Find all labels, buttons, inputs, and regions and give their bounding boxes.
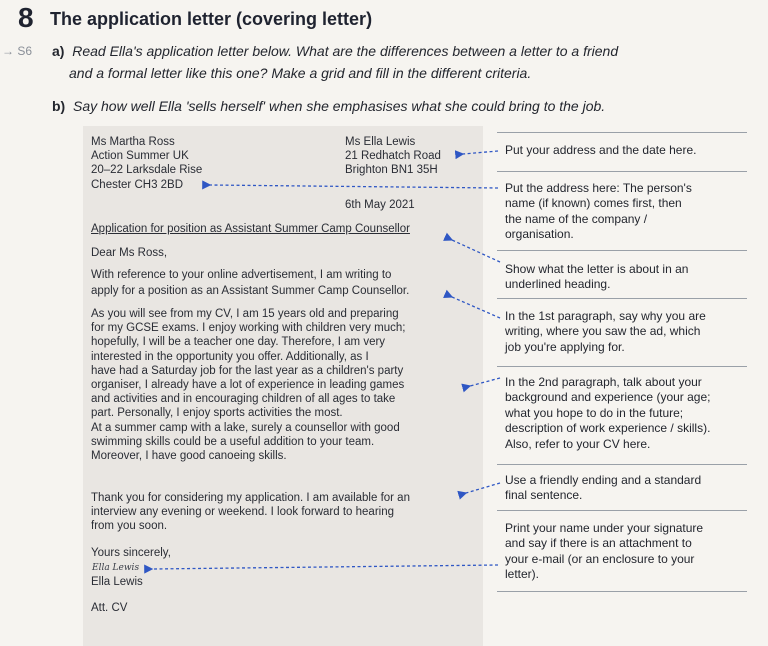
- enclosure-note: Att. CV: [91, 602, 128, 614]
- note-line: the name of the company /: [505, 211, 648, 226]
- cross-reference: → S6: [2, 44, 33, 58]
- section-title: The application letter (covering letter): [50, 9, 373, 29]
- note-line: writing, where you saw the ad, which: [505, 324, 701, 339]
- arrow-to-heading: [452, 240, 500, 262]
- question-a-label: a): [52, 43, 65, 59]
- recipient-line: 20–22 Larksdale Rise: [91, 164, 203, 177]
- note-line: description of work experience / skills).: [505, 421, 711, 436]
- arrow-to-recipient-address: [210, 185, 498, 188]
- note-line: In the 2nd paragraph, talk about your: [505, 375, 702, 389]
- sender-line: Ms Ella Lewis: [345, 136, 416, 148]
- letter-line: for my GCSE exams. I enjoy working with children very much;: [91, 322, 406, 335]
- letter-line: swimming skills could be a useful addition to your team.: [91, 435, 375, 448]
- arrow-to-second-paragraph: [470, 378, 500, 386]
- note-line: job you're applying for.: [505, 339, 625, 354]
- note-line: your e-mail (or an enclosure to your: [505, 551, 695, 566]
- question-a-line2: and a formal letter like this one? Make a grid and fill in the different criteria.: [69, 65, 532, 81]
- letter-line: At a summer camp with a lake, surely a counsellor with good: [91, 421, 400, 434]
- letter-line: hopefully, I will be a teacher one day. Therefore, I am very: [91, 336, 386, 349]
- note-line: what you hope to do in the future;: [505, 405, 684, 420]
- note-line: Use a friendly ending and a standard: [505, 473, 702, 487]
- recipient-line: Chester CH3 2BD: [91, 178, 184, 191]
- letter-closing: Yours sincerely,: [91, 547, 171, 559]
- letter-line: from you soon.: [91, 520, 168, 533]
- note-line: Put your address and the date here.: [505, 143, 697, 157]
- recipient-line: Ms Martha Ross: [91, 136, 175, 148]
- note-line: In the 1st paragraph, say why you are: [505, 309, 706, 323]
- letter-line: Moreover, I have good canoeing skills.: [91, 450, 287, 463]
- note-line: final sentence.: [505, 488, 583, 503]
- letter-line: apply for a position as an Assistant Summer Camp Counsellor.: [91, 285, 410, 297]
- arrow-to-first-paragraph: [452, 297, 500, 318]
- note-line: and say if there is an attachment to: [505, 536, 692, 551]
- note-line: Put the address here: The person's: [505, 181, 692, 195]
- arrow-to-closing: [466, 483, 500, 493]
- printed-name: Ella Lewis: [91, 576, 143, 588]
- note-line: Print your name under your signature: [505, 521, 704, 535]
- note-line: letter).: [505, 567, 540, 582]
- letter-line: organiser, I already have a lot of experience in leading games: [91, 379, 405, 392]
- letter-line: and activities and in encouraging children of all ages to take: [91, 393, 396, 406]
- note-line: Show what the letter is about in an: [505, 262, 689, 276]
- note-line: name (if known) comes first, then: [505, 196, 682, 211]
- question-b-label: b): [52, 98, 66, 114]
- arrow-to-signature: [152, 565, 498, 569]
- handwritten-signature: Ella Lewis: [92, 563, 140, 573]
- letter-date: 6th May 2021: [345, 199, 415, 211]
- section-number: 8: [18, 2, 34, 33]
- letter-line: have had a Saturday job for the last year as a children's party: [91, 364, 404, 377]
- letter-subject: Application for position as Assistant Summer Camp Counsellor: [91, 223, 410, 235]
- sender-line: 21 Redhatch Road: [345, 150, 441, 163]
- note-line: Also, refer to your CV here.: [505, 436, 651, 451]
- letter-salutation: Dear Ms Ross,: [91, 247, 168, 259]
- letter-line: With reference to your online advertisement, I am writing to: [91, 269, 392, 281]
- note-line: underlined heading.: [505, 277, 611, 292]
- arrow-to-sender-address: [463, 151, 498, 154]
- question-a-line1: Read Ella's application letter below. What are the differences between a letter to a friend: [72, 43, 619, 59]
- letter-line: As you will see from my CV, I am 15 years old and preparing: [91, 308, 399, 320]
- letter-line: Thank you for considering my application. I am available for an: [91, 492, 410, 504]
- letter-line: part. Personally, I enjoy sports activities the most.: [91, 407, 343, 420]
- note-line: organisation.: [505, 227, 574, 242]
- letter-line: interview any evening or weekend. I look forward to hearing: [91, 506, 395, 519]
- question-b-text: Say how well Ella 'sells herself' when she emphasises what she could bring to the job.: [73, 98, 606, 114]
- note-line: background and experience (your age;: [505, 390, 711, 405]
- sender-line: Brighton BN1 35H: [345, 164, 438, 177]
- recipient-line: Action Summer UK: [91, 150, 189, 163]
- letter-line: interested in the opportunity you offer. Additionally, as I: [91, 350, 369, 363]
